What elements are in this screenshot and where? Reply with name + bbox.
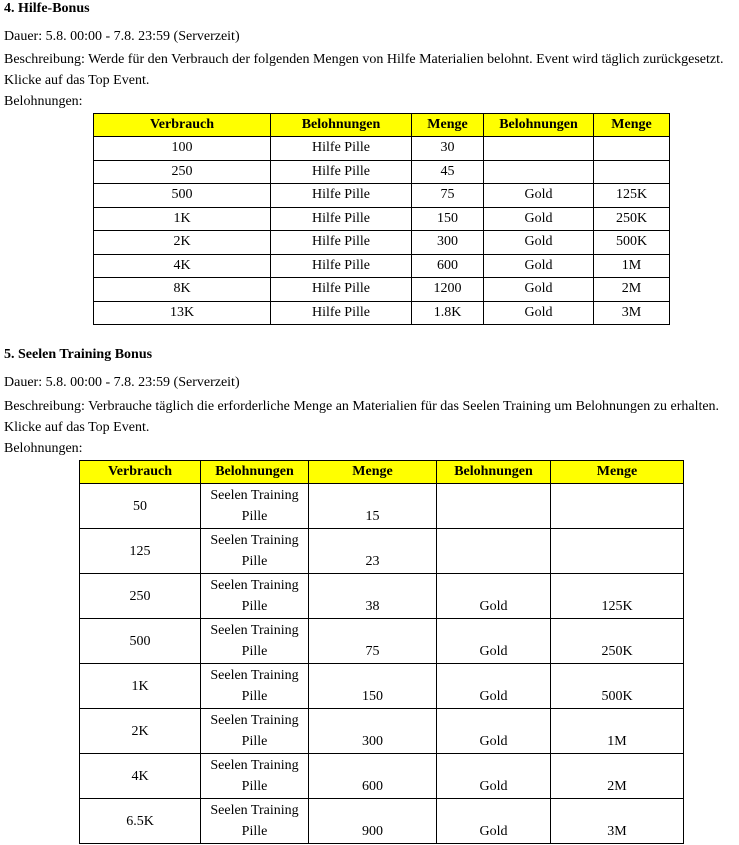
- table-row: [80, 574, 684, 619]
- hint-text: Klicke auf das Top Event.: [4, 73, 150, 88]
- cell-amount-1: 75: [309, 619, 437, 664]
- cell-reward-1: Seelen Training Pille: [201, 529, 309, 574]
- cell-verbrauch: 2K: [94, 231, 271, 255]
- cell-amount-1: 1.8K: [412, 301, 484, 325]
- cell-amount-2: 500K: [551, 664, 684, 709]
- cell-reward-2: Gold: [484, 184, 594, 208]
- table-header-row: [80, 461, 684, 484]
- table-row: [80, 799, 684, 844]
- cell-verbrauch: 50: [80, 484, 201, 529]
- cell-amount-1: 300: [412, 231, 484, 255]
- cell-verbrauch: 1K: [94, 207, 271, 231]
- cell-amount-2: [551, 529, 684, 574]
- cell-verbrauch: 125: [80, 529, 201, 574]
- table-row: [80, 529, 684, 574]
- cell-reward-2: Gold: [437, 574, 551, 619]
- cell-reward-2: [437, 484, 551, 529]
- column-header-verbrauch: Verbrauch: [94, 114, 271, 137]
- duration-text: Dauer: 5.8. 00:00 - 7.8. 23:59 (Serverzeit): [4, 29, 240, 44]
- cell-reward-1: Seelen Training Pille: [201, 709, 309, 754]
- table-row: [94, 184, 670, 208]
- rewards-label: Belohnungen:: [4, 441, 83, 456]
- cell-verbrauch: 500: [80, 619, 201, 664]
- cell-reward-1: Hilfe Pille: [271, 160, 412, 184]
- cell-reward-2: Gold: [484, 254, 594, 278]
- cell-amount-1: 600: [309, 754, 437, 799]
- rewards-label: Belohnungen:: [4, 94, 83, 109]
- cell-reward-1: Hilfe Pille: [271, 278, 412, 302]
- table-row: [80, 484, 684, 529]
- cell-verbrauch: 100: [94, 137, 271, 161]
- column-header-belohnungen: Belohnungen: [201, 461, 309, 484]
- cell-amount-1: 300: [309, 709, 437, 754]
- cell-amount-1: 1200: [412, 278, 484, 302]
- cell-amount-2: 250K: [594, 207, 670, 231]
- cell-verbrauch: 4K: [94, 254, 271, 278]
- cell-verbrauch: 13K: [94, 301, 271, 325]
- table-row: [80, 754, 684, 799]
- table-header-row: [94, 114, 670, 137]
- table-row: [94, 254, 670, 278]
- section-title-seelen-training-bonus: 5. Seelen Training Bonus: [4, 347, 153, 362]
- cell-amount-1: 38: [309, 574, 437, 619]
- rewards-table-seelen-training: [79, 460, 684, 844]
- cell-reward-2: Gold: [484, 231, 594, 255]
- cell-reward-1: Hilfe Pille: [271, 254, 412, 278]
- cell-verbrauch: 250: [94, 160, 271, 184]
- table-row: [94, 160, 670, 184]
- cell-amount-2: 2M: [551, 754, 684, 799]
- cell-reward-1: Hilfe Pille: [271, 301, 412, 325]
- cell-amount-2: [551, 484, 684, 529]
- section-title-hilfe-bonus: 4. Hilfe-Bonus: [4, 1, 90, 16]
- cell-reward-2: Gold: [437, 664, 551, 709]
- cell-reward-1: Seelen Training Pille: [201, 664, 309, 709]
- cell-reward-2: Gold: [437, 709, 551, 754]
- cell-amount-2: [594, 137, 670, 161]
- cell-amount-1: 45: [412, 160, 484, 184]
- duration-text: Dauer: 5.8. 00:00 - 7.8. 23:59 (Serverzeit): [4, 375, 240, 390]
- cell-verbrauch: 500: [94, 184, 271, 208]
- cell-reward-1: Hilfe Pille: [271, 231, 412, 255]
- cell-reward-2: Gold: [484, 278, 594, 302]
- column-header-belohnungen-2: Belohnungen: [484, 114, 594, 137]
- column-header-belohnungen: Belohnungen: [271, 114, 412, 137]
- cell-amount-2: 125K: [551, 574, 684, 619]
- cell-verbrauch: 2K: [80, 709, 201, 754]
- cell-amount-1: 75: [412, 184, 484, 208]
- cell-amount-1: 150: [309, 664, 437, 709]
- cell-reward-1: Seelen Training Pille: [201, 619, 309, 664]
- cell-amount-1: 30: [412, 137, 484, 161]
- cell-verbrauch: 4K: [80, 754, 201, 799]
- column-header-menge: Menge: [412, 114, 484, 137]
- table-row: [94, 231, 670, 255]
- cell-reward-2: [484, 137, 594, 161]
- column-header-verbrauch: Verbrauch: [80, 461, 201, 484]
- cell-reward-1: Hilfe Pille: [271, 137, 412, 161]
- cell-reward-1: Seelen Training Pille: [201, 574, 309, 619]
- table-row: [80, 709, 684, 754]
- cell-amount-2: [594, 160, 670, 184]
- cell-reward-1: Seelen Training Pille: [201, 484, 309, 529]
- cell-verbrauch: 1K: [80, 664, 201, 709]
- cell-reward-1: Hilfe Pille: [271, 184, 412, 208]
- cell-amount-2: 3M: [551, 799, 684, 844]
- column-header-menge: Menge: [309, 461, 437, 484]
- cell-verbrauch: 250: [80, 574, 201, 619]
- cell-amount-2: 1M: [551, 709, 684, 754]
- table-row: [94, 137, 670, 161]
- table-row: [80, 619, 684, 664]
- cell-amount-2: 2M: [594, 278, 670, 302]
- cell-amount-2: 125K: [594, 184, 670, 208]
- cell-reward-2: Gold: [484, 301, 594, 325]
- cell-amount-2: 250K: [551, 619, 684, 664]
- column-header-belohnungen-2: Belohnungen: [437, 461, 551, 484]
- cell-amount-1: 15: [309, 484, 437, 529]
- cell-reward-2: [437, 529, 551, 574]
- description-text: Beschreibung: Verbrauche täglich die erforderliche Menge an Materialien für das Seelen Training um Belohnungen zu erhalten.: [4, 399, 720, 414]
- hint-text: Klicke auf das Top Event.: [4, 420, 150, 435]
- table-row: [94, 301, 670, 325]
- description-text: Beschreibung: Werde für den Verbrauch der folgenden Mengen von Hilfe Materialien belohnt. Event wird täglich zurückgesetzt.: [4, 52, 724, 67]
- rewards-table-hilfe-bonus: [93, 113, 670, 325]
- cell-reward-1: Seelen Training Pille: [201, 799, 309, 844]
- column-header-menge-2: Menge: [551, 461, 684, 484]
- cell-amount-2: 3M: [594, 301, 670, 325]
- cell-reward-1: Hilfe Pille: [271, 207, 412, 231]
- cell-reward-2: Gold: [437, 799, 551, 844]
- cell-reward-2: Gold: [484, 207, 594, 231]
- cell-amount-1: 23: [309, 529, 437, 574]
- table-row: [94, 278, 670, 302]
- cell-amount-1: 600: [412, 254, 484, 278]
- table-row: [80, 664, 684, 709]
- cell-amount-2: 500K: [594, 231, 670, 255]
- cell-amount-1: 900: [309, 799, 437, 844]
- cell-verbrauch: 6.5K: [80, 799, 201, 844]
- cell-amount-2: 1M: [594, 254, 670, 278]
- table-row: [94, 207, 670, 231]
- cell-reward-2: Gold: [437, 619, 551, 664]
- column-header-menge-2: Menge: [594, 114, 670, 137]
- cell-amount-1: 150: [412, 207, 484, 231]
- cell-reward-2: [484, 160, 594, 184]
- cell-verbrauch: 8K: [94, 278, 271, 302]
- cell-reward-1: Seelen Training Pille: [201, 754, 309, 799]
- cell-reward-2: Gold: [437, 754, 551, 799]
